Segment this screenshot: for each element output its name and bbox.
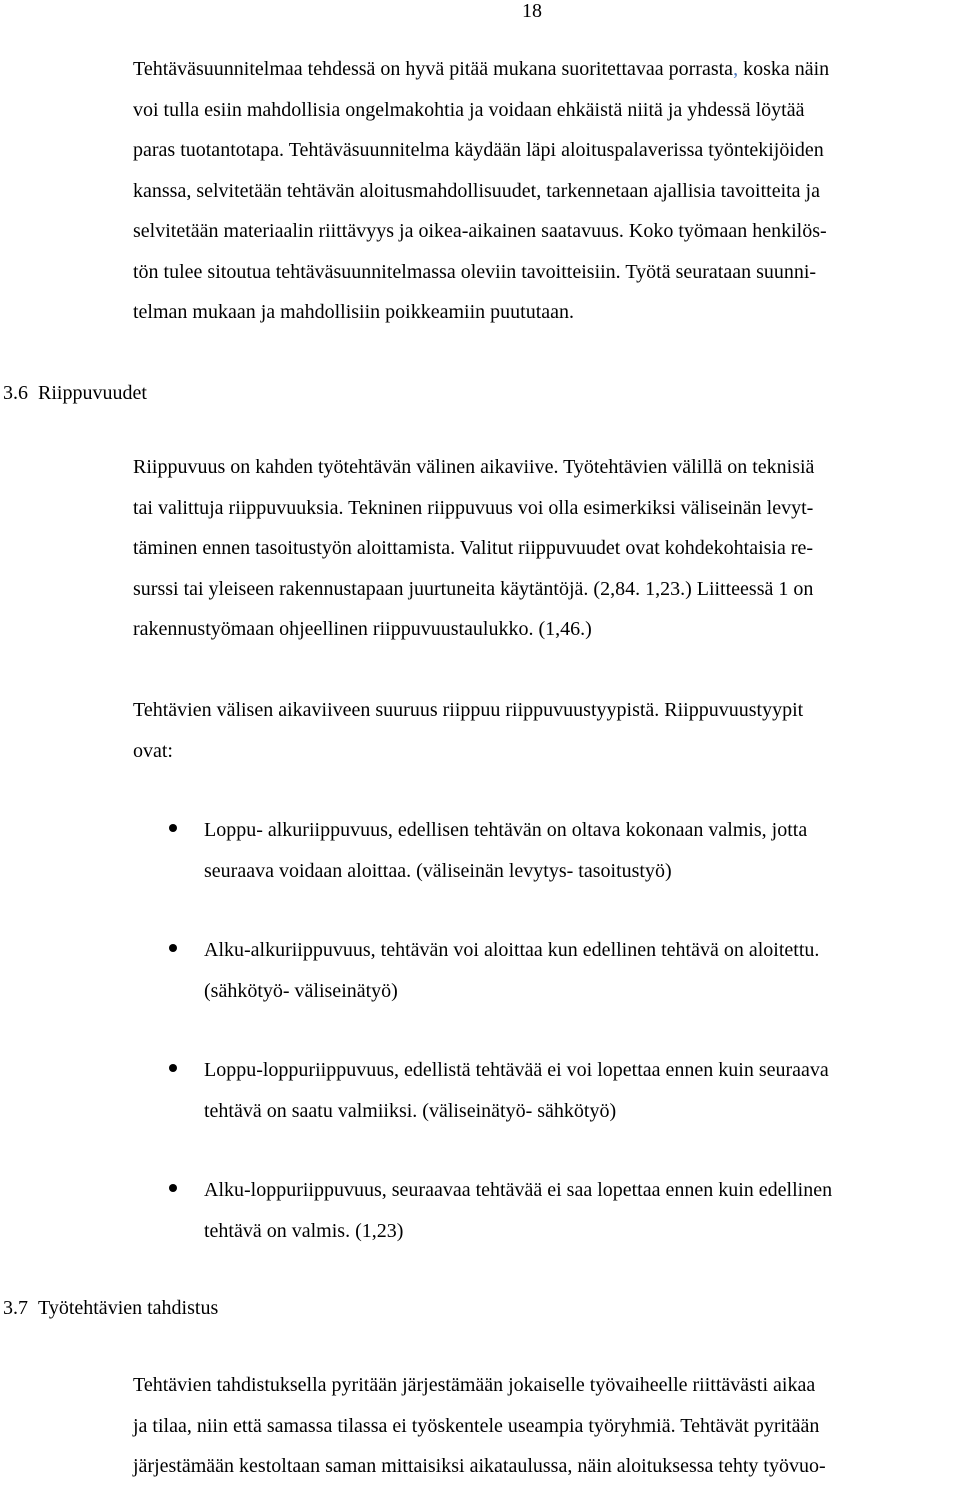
paragraph-dependencies [133,447,953,650]
paragraph-line: telman mukaan ja mahdollisiin poikkeamiin puututaan. [133,301,575,323]
paragraph-line: Tehtäväsuunnitelmaa tehdessä on hyvä pitää mukana suoritettavaa porrasta, koska näin [133,58,830,80]
paragraph-line: ovat: [133,739,173,762]
paragraph-dependency-types-intro [133,690,953,771]
bullet-icon [169,1184,177,1192]
bullet-icon [169,824,177,832]
paragraph-line: rakennustyömaan ohjeellinen riippuvuustaulukko. (1,46.) [133,618,592,640]
list-item-line: Alku-alkuriippuvuus, tehtävän voi aloittaa kun edellinen tehtävä on aloitettu. [204,939,820,961]
paragraph-line: Tehtävien välisen aikaviiveen suuruus riippuu riippuvuustyypistä. Riippuvuustyypit [133,699,804,721]
paragraph-line: ja tilaa, niin että samassa tilassa ei työskentele useampia työryhmiä. Tehtävät pyritään [133,1414,820,1437]
paragraph-line: Tehtävien tahdistuksella pyritään järjestämään jokaiselle työvaiheelle riittävästi aikaa [133,1374,816,1396]
paragraph-line: paras tuotantotapa. Tehtäväsuunnitelma käydään läpi aloituspalaverissa työntekijöiden [133,139,824,161]
paragraph-line: järjestämään kestoltaan saman mittaisiksi aikataulussa, näin aloituksessa tehty työvuo- [133,1455,826,1477]
paragraph-line: täminen ennen tasoitustyön aloittamista. Valitut riippuvuudet ovat kohdekohtaisia re- [133,537,814,559]
paragraph-line: selvitetään materiaalin riittävyys ja oikea-aikainen saatavuus. Koko työmaan henkilös- [133,220,827,242]
list-item-line: tehtävä on saatu valmiiksi. (väliseinätyö- sähkötyö) [204,1099,617,1122]
list-item-line: Loppu- alkuriippuvuus, edellisen tehtävän on oltava kokonaan valmis, jotta [204,819,808,841]
paragraph-line: voi tulla esiin mahdollisia ongelmakohtia ja voidaan ehkäistä niitä ja yhdessä löytää [133,98,805,121]
section-number: 3.7 [3,1297,28,1319]
highlighted-comma: , [733,58,739,80]
section-title: Riippuvuudet [38,382,147,404]
list-item-line: Loppu-loppuriippuvuus, edellistä tehtävää ei voi lopettaa ennen kuin seuraava [204,1059,829,1081]
section-heading-3-7 [3,1296,218,1320]
list-item-line: seuraava voidaan aloittaa. (väliseinän levytys- tasoitustyö) [204,859,672,882]
paragraph-line: kanssa, selvitetään tehtävän aloitusmahdollisuudet, tarkennetaan ajallisia tavoitteita ja [133,179,820,202]
section-title: Työtehtävien tahdistus [38,1297,219,1319]
paragraph-line: tai valittuja riippuvuuksia. Tekninen riippuvuus voi olla esimerkiksi väliseinän levyt- [133,496,814,519]
paragraph-task-plan [133,49,953,333]
paragraph-line: tön tulee sitoutua tehtäväsuunnitelmassa oleviin tavoitteisiin. Työtä seurataan suunni- [133,260,817,283]
list-item-line: Alku-loppuriippuvuus, seuraavaa tehtävää ei saa lopettaa ennen kuin edellinen [204,1179,833,1201]
section-heading-3-6 [3,381,147,405]
list-item-line: (sähkötyö- väliseinätyö) [204,979,398,1002]
section-number: 3.6 [3,382,28,404]
bullet-icon [169,1064,177,1072]
paragraph-task-synchronization [133,1365,953,1487]
page-number: 18 [522,0,542,22]
list-item-line: tehtävä on valmis. (1,23) [204,1219,404,1242]
paragraph-line: surssi tai yleiseen rakennustapaan juurtuneita käytäntöjä. (2,84. 1,23.) Liitteessä 1 on [133,577,814,600]
paragraph-line: Riippuvuus on kahden työtehtävän välinen aikaviive. Työtehtävien välillä on teknisiä [133,456,815,478]
bullet-icon [169,944,177,952]
